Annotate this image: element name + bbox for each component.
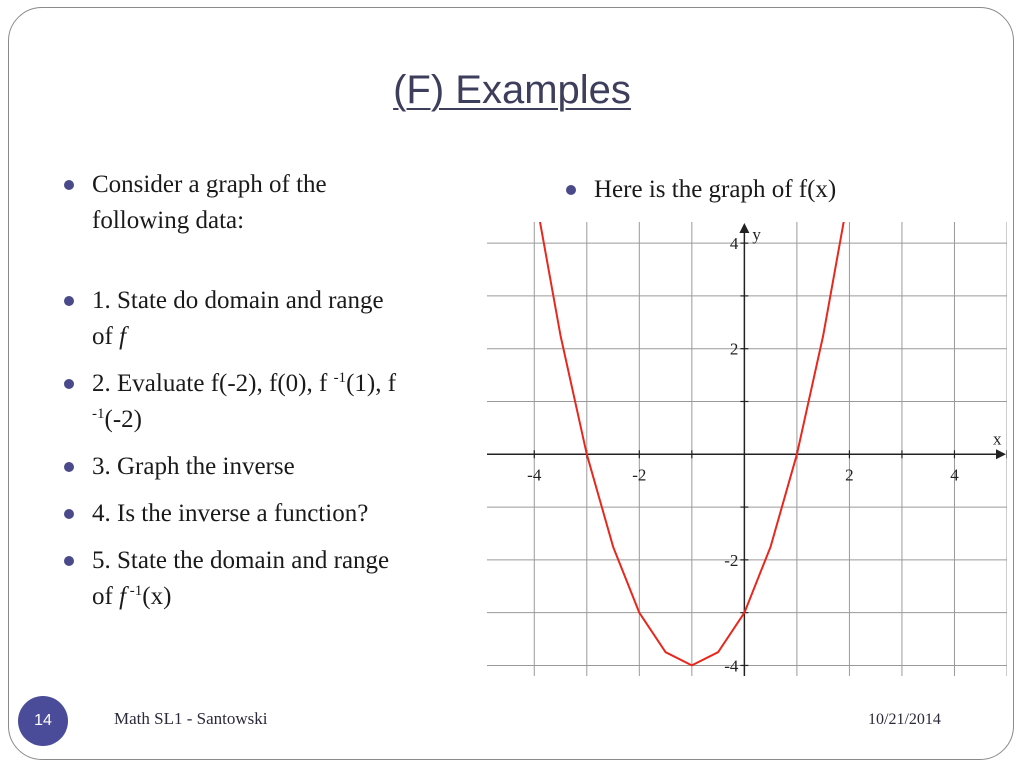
y-tick-label: -4 (724, 656, 739, 676)
bullet-dot (64, 462, 74, 472)
bullet-dot (64, 180, 74, 190)
x-tick-label: 4 (950, 465, 959, 485)
footer-date: 10/21/2014 (868, 711, 941, 728)
bullet-italic-f: f (119, 323, 127, 350)
right-bullet-list (566, 172, 1006, 208)
bullet-text: Here is the graph of f(x) (594, 176, 837, 203)
bullet-dot (64, 379, 74, 389)
y-tick-label: 2 (729, 339, 739, 359)
bullet-text: (-2) (104, 406, 142, 433)
bullet-graph-inverse (64, 449, 404, 485)
x-tick-label: -4 (527, 465, 542, 485)
x-axis-label: x (993, 429, 1002, 449)
superscript: -1 (126, 583, 143, 599)
x-tick-label: -2 (632, 465, 647, 485)
y-axis-label: y (752, 225, 761, 244)
bullet-italic-f: f (119, 583, 127, 610)
bullet-inverse-domain-range (64, 543, 404, 615)
left-bullet-list (64, 167, 404, 626)
x-tick-label: 2 (845, 465, 854, 485)
bullet-dot (64, 296, 74, 306)
bullet-graph-intro (566, 172, 1006, 208)
x-axis-arrow (996, 449, 1006, 459)
bullet-text: 4. Is the inverse a function? (92, 500, 369, 527)
bullet-evaluate (64, 366, 404, 438)
bullet-dot (566, 185, 576, 195)
slide-number-badge: 14 (18, 696, 68, 746)
parabola-chart (487, 222, 1007, 676)
y-tick-label: 4 (729, 234, 739, 254)
superscript: -1 (333, 370, 347, 386)
chart-svg (487, 222, 1007, 676)
bullet-text: 3. Graph the inverse (92, 453, 295, 480)
bullet-text: (1), f (346, 370, 397, 397)
bullet-inverse-function (64, 496, 404, 532)
bullet-text: Consider a graph of the following data: (92, 171, 327, 234)
bullet-text: 1. State do domain and range of (92, 287, 384, 350)
bullet-dot (64, 509, 74, 519)
bullet-text: 2. Evaluate f(-2), f(0), f (92, 370, 334, 397)
slide-title: (F) Examples (393, 68, 631, 112)
bullet-text: 5. State the domain and range of (92, 547, 390, 610)
superscript: -1 (92, 406, 105, 422)
y-axis-arrow (739, 223, 749, 233)
footer-course: Math SL1 - Santowski (114, 709, 268, 728)
bullet-text: (x) (142, 583, 172, 610)
bullet-domain-range (64, 283, 404, 355)
bullet-consider (64, 167, 404, 239)
bullet-dot (64, 556, 74, 566)
y-tick-label: -2 (724, 550, 739, 570)
